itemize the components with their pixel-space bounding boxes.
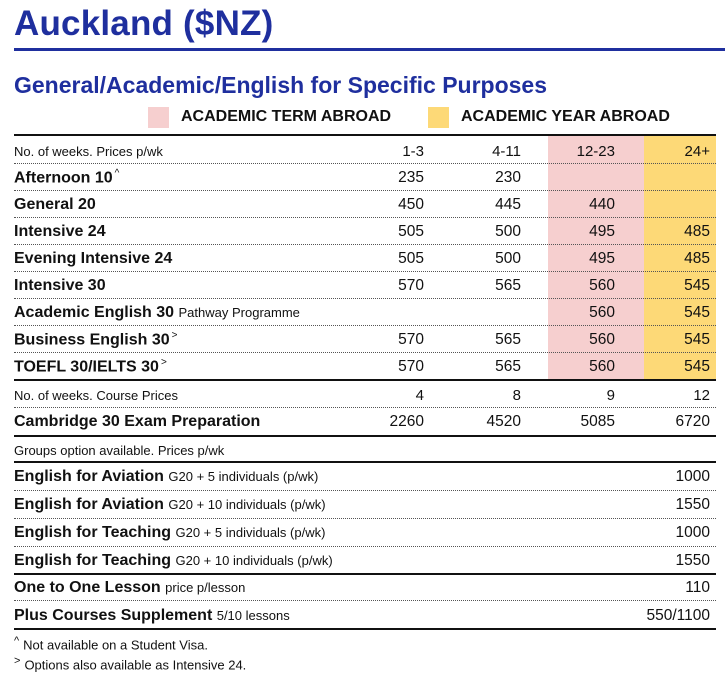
table-row [14,548,716,573]
row-divider [14,298,716,299]
table-row [14,410,716,434]
footnote-mark: > [160,357,167,369]
row-divider [14,490,716,491]
course-name: One to One Lesson [14,579,161,596]
price-cell: 565 [495,331,521,348]
table-row [14,247,716,271]
section-rule [14,573,716,575]
price-cell: 1000 [675,468,710,485]
price-cell: 545 [684,304,710,321]
col-header: 8 [512,386,521,404]
course-note: G20 + 5 individuals (p/wk) [168,469,319,484]
price-cell: 500 [495,250,521,267]
price-cell: 505 [398,223,424,240]
table-row [14,220,716,244]
col-header: 9 [606,386,615,404]
weekly-header-label: No. of weeks. Prices p/wk [14,143,163,159]
row-divider [14,190,716,191]
price-cell: 570 [398,277,424,294]
table-row [14,328,716,352]
course-name: English for Teaching [14,551,172,569]
row-divider [14,407,716,408]
row-divider [14,518,716,519]
table-row [14,301,716,325]
groups-header-label: Groups option available. Prices p/wk [14,442,225,458]
legend-year-swatch [428,107,449,128]
legend-term-label: ACADEMIC TERM ABROAD [181,108,392,125]
legend-term [148,106,391,128]
course-name: Business English 30 [14,331,170,349]
price-cell: 560 [589,304,615,321]
price-cell: 565 [495,277,521,294]
price-cell: 495 [589,250,615,267]
table-row [14,520,716,546]
col-header: 24+ [684,142,710,160]
price-cell: 505 [398,250,424,267]
course-name: TOEFL 30/IELTS 30 [14,358,159,376]
price-cell: 545 [684,277,710,294]
row-divider [14,217,716,218]
title-rule [14,48,725,51]
footnote-mark: ^ [14,635,20,647]
footnote-mark: > [14,655,21,667]
row-divider [14,244,716,245]
footnote-mark: > [171,330,178,342]
price-cell: 235 [398,169,424,186]
footnote [14,635,208,652]
price-cell: 2260 [389,413,424,430]
price-cell: 565 [495,358,521,375]
table-row [14,355,716,379]
row-divider [14,163,716,164]
course-note: price p/lesson [165,580,246,595]
legend-term-swatch [148,107,169,128]
price-cell: 545 [684,358,710,375]
page-subtitle: General/Academic/English for Specific Purposes [14,72,548,98]
table-row [14,193,716,217]
table-row [14,576,716,600]
footnote-text: Not available on a Student Visa. [23,637,208,653]
footnote-mark: ^ [114,168,120,180]
row-divider [14,600,716,601]
price-cell: 445 [495,196,521,213]
price-cell: 1550 [675,551,710,569]
course-name: English for Aviation [14,468,164,485]
groups-header-row [14,439,716,461]
col-header: 12-23 [576,142,615,160]
course-note: Pathway Programme [178,305,300,320]
section-rule [14,379,716,381]
course-note: 5/10 lessons [216,607,290,623]
course-header-label: No. of weeks. Course Prices [14,387,179,403]
table-row [14,492,716,518]
price-cell: 485 [684,223,710,240]
course-note: G20 + 10 individuals (p/wk) [168,497,326,512]
course-name: Intensive 30 [14,277,106,294]
course-header-row [14,384,716,406]
price-cell: 560 [589,331,615,348]
course-name: Afternoon 10 [14,169,113,187]
price-cell: 440 [589,196,615,213]
price-cell: 560 [589,358,615,375]
course-name: Academic English 30 [14,304,175,321]
price-cell: 1000 [675,524,710,541]
course-name: Plus Courses Supplement [14,606,213,624]
table-row [14,274,716,298]
footnote [14,655,246,672]
table-row [14,464,716,490]
course-note: G20 + 10 individuals (p/wk) [175,552,333,568]
legend-year [428,106,670,128]
price-cell: 495 [589,223,615,240]
table-bottom-rule [14,628,716,630]
price-cell: 560 [589,277,615,294]
price-cell: 485 [684,250,710,267]
col-header: 1-3 [402,142,424,160]
course-name: Intensive 24 [14,223,106,240]
row-divider [14,352,716,353]
section-rule [14,435,716,437]
price-cell: 450 [398,196,424,213]
price-cell: 230 [495,169,521,186]
price-cell: 110 [685,579,710,596]
price-cell: 5085 [580,413,615,430]
price-cell: 6720 [675,413,710,430]
row-divider [14,271,716,272]
page-title: Auckland ($NZ) [14,4,274,43]
table-row [14,603,716,628]
price-cell: 4520 [486,413,521,430]
row-divider [14,546,716,547]
price-cell: 545 [684,331,710,348]
price-cell: 550/1100 [646,606,710,624]
col-header: 4-11 [492,142,521,160]
course-note: G20 + 5 individuals (p/wk) [175,525,326,540]
price-cell: 570 [398,358,424,375]
col-header: 4 [415,386,424,404]
course-name: Evening Intensive 24 [14,250,173,267]
table-top-rule [14,134,716,136]
course-name: English for Aviation [14,496,164,513]
course-name: General 20 [14,196,96,213]
price-cell: 570 [398,331,424,348]
legend-year-label: ACADEMIC YEAR ABROAD [461,108,670,125]
price-cell: 500 [495,223,521,240]
footnote-text: Options also available as Intensive 24. [24,657,247,673]
row-divider [14,325,716,326]
price-cell: 1550 [675,496,710,513]
course-name: Cambridge 30 Exam Preparation [14,413,261,430]
weekly-header-row [14,140,716,162]
course-name: English for Teaching [14,524,172,541]
table-row [14,166,716,190]
col-header: 12 [693,386,710,404]
section-rule [14,461,716,463]
